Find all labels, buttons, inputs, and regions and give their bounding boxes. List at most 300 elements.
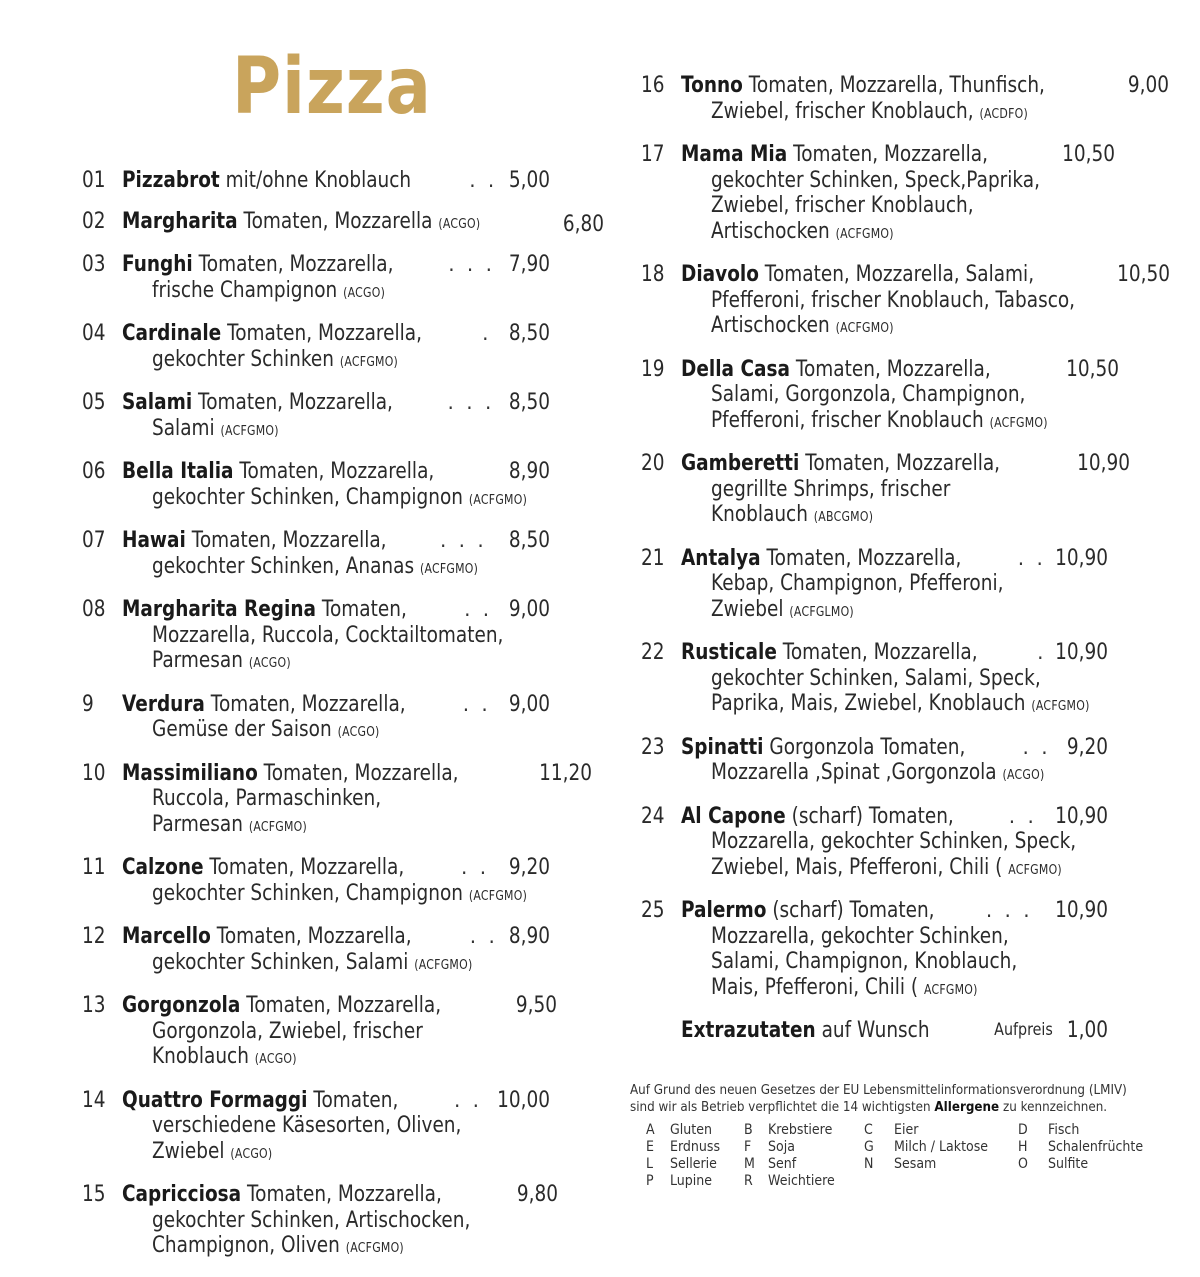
item-allergens: (ACFGMO) [346, 1241, 404, 1256]
item-name: Tonno [681, 73, 743, 98]
allergen-row [646, 1122, 1186, 1139]
item-description: Champignon, Oliven [152, 1233, 340, 1258]
allergen-name: Sesam [894, 1156, 1006, 1173]
item-line [681, 288, 1108, 314]
item-lines [122, 168, 550, 194]
item-name: Palermo [681, 898, 766, 923]
leader-dots [497, 459, 498, 485]
item-name: Capricciosa [122, 1182, 241, 1207]
item-line-first [122, 924, 550, 950]
item-number: 25 [641, 898, 675, 1003]
item-description: Artischocken [711, 313, 830, 338]
item-line [681, 691, 1108, 720]
item-line [122, 881, 550, 910]
item-number: 06 [82, 459, 116, 513]
item-allergens: (ACGO) [338, 725, 380, 740]
item-allergens: (ACGO) [230, 1147, 272, 1162]
leader-dots [482, 321, 498, 347]
item-line [681, 477, 1108, 503]
item-line [122, 812, 550, 841]
item-line-first [681, 640, 1108, 666]
item-description: Tomaten, Mozzarella, [209, 855, 404, 880]
item-name: Funghi [122, 252, 193, 277]
menu-item [82, 761, 550, 841]
item-description: Paprika, Mais, Zwiebel, Knoblauch [711, 691, 1026, 716]
extra-name: Extrazutaten [681, 1018, 816, 1043]
allergen-name: Senf [768, 1156, 854, 1173]
item-description: Tomaten, Mozzarella, [227, 321, 422, 346]
item-line [681, 597, 1108, 626]
item-description: Kebap, Champignon, Pfefferoni, [711, 571, 1003, 596]
item-line [681, 168, 1108, 194]
item-lines [681, 142, 1108, 247]
item-line [122, 278, 550, 307]
item-description: Tomaten, Mozzarella, [211, 692, 406, 717]
item-line-first [681, 898, 1108, 924]
item-line [122, 1019, 550, 1045]
item-description: Artischocken [711, 219, 830, 244]
menu-item [641, 142, 1108, 247]
allergen-note-line-2: sind wir als Betrieb verpflichtet die 14 wichtigsten Allergene zu kennzeichnen. [630, 1099, 1108, 1116]
item-description: Tomaten, Mozzarella, [247, 1182, 442, 1207]
allergen-letter: G [864, 1139, 891, 1156]
item-number: 20 [641, 451, 675, 531]
item-line [681, 219, 1108, 248]
extra-text: auf Wunsch [822, 1018, 930, 1043]
item-allergens: (ACFGMO) [469, 493, 527, 508]
allergen-letter [864, 1173, 891, 1190]
item-lines [681, 640, 1108, 720]
item-description: (scharf) Tomaten, [792, 804, 954, 829]
item-description: Mais, Pfefferoni, Chili ( [711, 975, 918, 1000]
item-line [681, 949, 1108, 975]
leader-dots [1018, 546, 1042, 572]
item-price: 10,90 [1055, 546, 1108, 572]
item-price: 9,80 [517, 1182, 558, 1208]
leader-dots [464, 597, 498, 623]
item-number: 23 [641, 735, 675, 789]
item-description: Tomaten, [322, 597, 407, 622]
item-line-first [122, 1182, 550, 1208]
item-line [681, 924, 1108, 950]
item-price: 5,00 [509, 168, 550, 194]
leader-dots [448, 252, 498, 278]
item-line [681, 760, 1108, 789]
item-allergens: (ACFGMO) [340, 355, 398, 370]
item-name: Margharita [122, 209, 238, 234]
item-price: 8,90 [509, 459, 550, 485]
item-lines [122, 597, 550, 677]
item-price: 7,90 [509, 252, 550, 278]
item-description: Tomaten, Mozzarella, [217, 924, 412, 949]
item-allergens: (ACGO) [343, 286, 385, 301]
item-description: Salami, Champignon, Knoblauch, [711, 949, 1017, 974]
allergen-note [630, 1082, 1150, 1116]
item-price: 8,50 [509, 321, 550, 347]
allergen-letter: M [744, 1156, 766, 1173]
item-name: Cardinale [122, 321, 221, 346]
item-line [122, 786, 550, 812]
item-description: gekochter Schinken, Artischocken, [152, 1208, 470, 1233]
item-price: 9,00 [509, 597, 550, 623]
item-description: Knoblauch [152, 1044, 249, 1069]
menu-item [641, 898, 1108, 1003]
item-price: 10,90 [1055, 640, 1108, 666]
item-description: Zwiebel [711, 597, 784, 622]
item-description: gekochter Schinken, Speck,Paprika, [711, 168, 1040, 193]
item-line [122, 1208, 550, 1234]
item-description: gegrillte Shrimps, frischer [711, 477, 950, 502]
leader-dots [470, 924, 498, 950]
item-description: Tomaten, Mozzarella, [805, 451, 1000, 476]
item-description: Tomaten, Mozzarella, [793, 142, 988, 167]
item-number: 16 [641, 73, 675, 127]
item-lines [122, 855, 550, 909]
allergen-letter: O [1018, 1156, 1045, 1173]
leader-dots [469, 168, 498, 194]
allergen-letter: H [1018, 1139, 1045, 1156]
item-description: Mozzarella ,Spinat ,Gorgonzola [711, 760, 997, 785]
allergen-letter: C [864, 1122, 891, 1139]
item-lines [122, 321, 550, 375]
item-line-first [122, 855, 550, 881]
item-lines [681, 735, 1108, 789]
item-allergens: (ACFGMO) [221, 424, 279, 439]
allergen-letter: A [646, 1122, 668, 1139]
item-line [122, 416, 550, 445]
item-line [681, 99, 1108, 128]
item-lines [122, 528, 550, 582]
item-line [122, 1233, 550, 1262]
allergen-name: Lupine [670, 1173, 737, 1190]
allergen-name: Erdnuss [670, 1139, 737, 1156]
allergen-letter: R [744, 1173, 766, 1190]
item-allergens: (ACFGMO) [836, 321, 894, 336]
item-name: Massimiliano [122, 761, 258, 786]
item-price: 10,90 [1055, 898, 1108, 924]
item-number: 08 [82, 597, 116, 677]
item-price: 9,20 [1067, 735, 1108, 761]
item-description: mit/ohne Knoblauch [226, 168, 411, 193]
item-line [681, 502, 1108, 531]
item-line [681, 829, 1108, 855]
item-price: 10,50 [1063, 142, 1116, 168]
item-name: Marcello [122, 924, 211, 949]
item-description: Zwiebel, frischer Knoblauch, [711, 99, 974, 124]
allergen-name: Milch / Laktose [894, 1139, 1006, 1156]
page-title: Pizza [232, 48, 432, 126]
item-line-first [681, 546, 1108, 572]
allergen-name: Schalenfrüchte [1048, 1139, 1138, 1156]
item-lines [122, 1088, 550, 1168]
item-line-first [122, 252, 550, 278]
menu-item [641, 735, 1108, 789]
item-name: Quattro Formaggi [122, 1088, 307, 1113]
item-allergens: (ACFGMO) [1031, 699, 1089, 714]
allergen-name: Gluten [670, 1122, 737, 1139]
item-price: 8,50 [509, 528, 550, 554]
item-name: Pizzabrot [122, 168, 220, 193]
item-name: Della Casa [681, 357, 790, 382]
menu-item [82, 597, 550, 677]
item-line [681, 193, 1108, 219]
item-number: 18 [641, 262, 675, 342]
item-line [122, 485, 550, 514]
item-description: Tomaten, Mozzarella, [783, 640, 978, 665]
item-line-first [122, 459, 550, 485]
leader-dots [454, 1088, 484, 1114]
menu-item [641, 640, 1108, 720]
extra-ingredients [681, 1018, 1108, 1044]
item-line [681, 571, 1108, 597]
item-price: 9,00 [509, 692, 550, 718]
allergen-letter: B [744, 1122, 766, 1139]
item-description: Mozzarella, gekochter Schinken, Speck, [711, 829, 1076, 854]
menu-item [82, 993, 550, 1073]
leader-dots [448, 390, 498, 416]
item-description: (scharf) Tomaten, [772, 898, 934, 923]
item-allergens: (ACFGMO) [249, 820, 307, 835]
item-line-first [681, 142, 1108, 168]
item-description: Tomaten, Mozzarella, [199, 252, 394, 277]
item-number: 07 [82, 528, 116, 582]
item-name: Rusticale [681, 640, 777, 665]
item-number: 22 [641, 640, 675, 720]
item-description: Knoblauch [711, 502, 808, 527]
item-description: Tomaten, Mozzarella, [796, 357, 991, 382]
menu-item [82, 1088, 550, 1168]
menu-item [82, 252, 550, 306]
item-price: 9,50 [516, 993, 557, 1019]
item-allergens: (ACGO) [1003, 768, 1045, 783]
item-description: gekochter Schinken [152, 347, 334, 372]
allergen-note-line-1: Auf Grund des neuen Gesetzes der EU Lebensmittelinformationsverordnung (LMIV) [630, 1082, 1108, 1099]
item-description: Salami [152, 416, 215, 441]
item-line-first [681, 73, 1108, 99]
item-line [122, 1139, 550, 1168]
item-lines [681, 262, 1108, 342]
item-allergens: (ACDFO) [980, 107, 1028, 122]
item-number: 11 [82, 855, 116, 909]
item-line [681, 382, 1108, 408]
item-line-first [122, 597, 550, 623]
leader-dots [986, 898, 1042, 924]
item-lines [681, 73, 1108, 127]
allergen-letter: L [646, 1156, 668, 1173]
item-price: 11,20 [539, 761, 592, 787]
menu-item [82, 209, 550, 238]
item-name: Bella Italia [122, 459, 234, 484]
item-line [122, 1113, 550, 1139]
menu-item [641, 73, 1108, 127]
leader-dots [1023, 735, 1056, 761]
item-description: Tomaten, Mozzarella, [239, 459, 434, 484]
item-lines [122, 692, 550, 746]
item-lines [122, 1182, 550, 1262]
item-price: 6,80 [562, 212, 603, 238]
item-line [681, 313, 1108, 342]
allergen-letter: N [864, 1156, 891, 1173]
item-lines [681, 898, 1108, 1003]
item-number: 01 [82, 168, 116, 194]
item-lines [122, 993, 550, 1073]
allergen-row [646, 1173, 1186, 1190]
item-description: Pfefferoni, frischer Knoblauch [711, 408, 984, 433]
item-description: frische Champignon [152, 278, 337, 303]
item-description: Mozzarella, Ruccola, Cocktailtomaten, [152, 623, 503, 648]
item-name: Spinatti [681, 735, 764, 760]
menu-item [82, 390, 550, 444]
item-line-first [122, 1088, 550, 1114]
menu-column-left [82, 168, 550, 1277]
leader-dots [440, 528, 498, 554]
item-price: 10,50 [1066, 357, 1119, 383]
allergen-name: Weichtiere [768, 1173, 854, 1190]
item-price: 9,00 [1128, 73, 1169, 99]
item-line [122, 648, 550, 677]
item-line-first [122, 761, 550, 787]
item-lines [122, 209, 550, 238]
item-description: Gorgonzola Tomaten, [769, 735, 965, 760]
item-number: 12 [82, 924, 116, 978]
item-name: Gorgonzola [122, 993, 240, 1018]
item-description: Tomaten, Mozzarella, [766, 546, 961, 571]
item-lines [681, 451, 1108, 531]
item-number: 14 [82, 1088, 116, 1168]
item-line [122, 623, 550, 649]
item-name: Verdura [122, 692, 205, 717]
item-lines [122, 390, 550, 444]
item-number: 04 [82, 321, 116, 375]
item-allergens: (ACFGMO) [420, 562, 478, 577]
item-allergens: ACFGMO) [1008, 863, 1062, 878]
item-description: gekochter Schinken, Salami, Speck, [711, 666, 1041, 691]
item-lines [122, 459, 550, 513]
allergen-row [646, 1156, 1186, 1173]
menu-item [82, 168, 550, 194]
item-line-first [681, 804, 1108, 830]
item-description: Ruccola, Parmaschinken, [152, 786, 381, 811]
menu-item [641, 451, 1108, 531]
item-line-first [122, 168, 550, 194]
item-price: 10,50 [1117, 262, 1170, 288]
menu-column-right [641, 73, 1108, 1044]
menu-item [82, 1182, 550, 1262]
item-line-first [681, 357, 1108, 383]
item-number: 19 [641, 357, 675, 437]
item-description: Zwiebel, frischer Knoblauch, [711, 193, 974, 218]
item-number: 10 [82, 761, 116, 841]
allergen-code-table [646, 1122, 1186, 1190]
extra-price: 1,00 [1067, 1018, 1108, 1044]
item-line [122, 554, 550, 583]
item-allergens: (ABCGMO) [814, 510, 873, 525]
item-price: 10,90 [1077, 451, 1130, 477]
item-price: 9,20 [509, 855, 550, 881]
item-price: 8,50 [509, 390, 550, 416]
item-description: Tomaten, Mozzarella, [246, 993, 441, 1018]
allergen-name [1048, 1173, 1138, 1190]
item-description: Salami, Gorgonzola, Champignon, [711, 382, 1025, 407]
item-allergens: (ACFGMO) [836, 227, 894, 242]
item-description: Tomaten, Mozzarella, Salami, [765, 262, 1034, 287]
item-description: gekochter Schinken, Ananas [152, 554, 414, 579]
item-lines [122, 761, 550, 841]
item-lines [681, 357, 1108, 437]
item-name: Antalya [681, 546, 761, 571]
extra-prefix: Aufpreis [994, 1018, 1053, 1044]
item-line-first [681, 262, 1108, 288]
item-line [681, 855, 1108, 884]
menu-item [641, 546, 1108, 626]
item-number: 21 [641, 546, 675, 626]
item-lines [681, 804, 1108, 884]
item-description: Zwiebel [152, 1139, 225, 1164]
menu-item [82, 855, 550, 909]
item-line-first [122, 321, 550, 347]
item-description: Gemüse der Saison [152, 717, 332, 742]
leader-dots [1009, 804, 1042, 830]
item-number: 9 [82, 692, 116, 746]
item-name: Gamberetti [681, 451, 799, 476]
item-description: Parmesan [152, 812, 243, 837]
menu-item [641, 262, 1108, 342]
item-line-first [122, 692, 550, 718]
item-description: Tomaten, Mozzarella [243, 209, 432, 234]
menu-item [641, 357, 1108, 437]
item-description: Gorgonzola, Zwiebel, frischer [152, 1019, 423, 1044]
item-description: Tomaten, Mozzarella, [198, 390, 393, 415]
item-name: Diavolo [681, 262, 759, 287]
item-lines [122, 924, 550, 978]
item-allergens: (ACFGLMO) [789, 605, 854, 620]
item-description: Mozzarella, gekochter Schinken, [711, 924, 1009, 949]
item-line [122, 1044, 550, 1073]
item-description: Tomaten, Mozzarella, Thunfisch, [749, 73, 1045, 98]
item-description: Parmesan [152, 648, 243, 673]
item-description: gekochter Schinken, Champignon [152, 881, 463, 906]
item-description: Tomaten, [313, 1088, 398, 1113]
allergen-name: Fisch [1048, 1122, 1138, 1139]
item-description: Pfefferoni, frischer Knoblauch, Tabasco, [711, 288, 1075, 313]
item-number: 24 [641, 804, 675, 884]
item-price: 10,00 [497, 1088, 550, 1114]
allergen-name: Sellerie [670, 1156, 737, 1173]
item-description: Tomaten, Mozzarella, [192, 528, 387, 553]
item-allergens: (ACGO) [249, 656, 291, 671]
item-allergens: (ACFGMO) [414, 958, 472, 973]
allergen-name: Soja [768, 1139, 854, 1156]
item-number: 03 [82, 252, 116, 306]
item-number: 17 [641, 142, 675, 247]
item-line [122, 347, 550, 376]
item-price: 8,90 [509, 924, 550, 950]
allergen-name: Sulfite [1048, 1156, 1138, 1173]
allergen-row [646, 1139, 1186, 1156]
menu-item [82, 692, 550, 746]
item-line [681, 408, 1108, 437]
menu-item [82, 924, 550, 978]
item-line-first [122, 528, 550, 554]
leader-dots [1037, 640, 1042, 666]
allergen-name [894, 1173, 1006, 1190]
allergen-letter: F [744, 1139, 766, 1156]
item-name: Al Capone [681, 804, 786, 829]
item-number: 13 [82, 993, 116, 1073]
allergen-name: Krebstiere [768, 1122, 854, 1139]
item-name: Hawai [122, 528, 186, 553]
item-allergens: (ACGO) [255, 1052, 297, 1067]
